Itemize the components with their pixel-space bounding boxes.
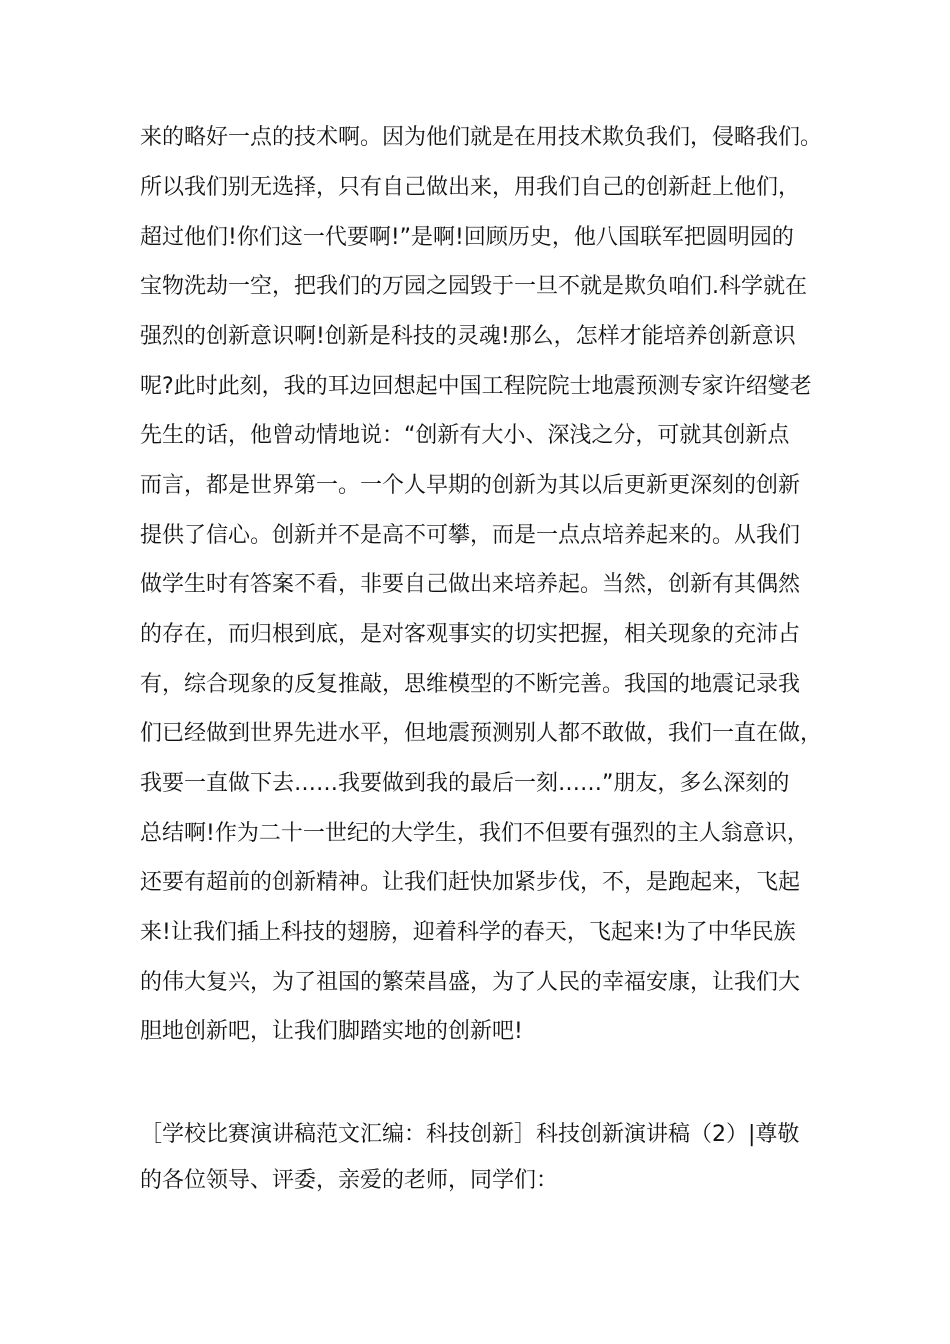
body-line: 超过他们!你们这一代要啊!”是啊!回顾历史，他八国联军把圆明园的 xyxy=(140,225,794,250)
body-line: 胆地创新吧，让我们脚踏实地的创新吧! xyxy=(140,1019,523,1044)
body-line: 呢?此时此刻，我的耳边回想起中国工程院院士地震预测专家许绍燮老 xyxy=(140,374,812,399)
body-line: 还要有超前的创新精神。让我们赶快加紧步伐，不，是跑起来，飞起 xyxy=(140,870,801,895)
body-line: 们已经做到世界先进水平，但地震预测别人都不敢做，我们一直在做， xyxy=(140,721,823,746)
body-line: 总结啊!作为二十一世纪的大学生，我们不但要有强烈的主人翁意识， xyxy=(140,821,809,846)
body-line: 先生的话，他曾动情地说：“创新有大小、深浅之分，可就其创新点 xyxy=(140,423,790,448)
body-line: 所以我们别无选择，只有自己做出来，用我们自己的创新赶上他们， xyxy=(140,175,801,200)
body-line: 而言，都是世界第一。一个人早期的创新为其以后更新更深刻的创新 xyxy=(140,473,801,498)
body-line: 强烈的创新意识啊!创新是科技的灵魂!那么，怎样才能培养创新意识 xyxy=(140,324,796,349)
body-line: 做学生时有答案不看，非要自己做出来培养起。当然，创新有其偶然 xyxy=(140,572,801,597)
body-line: 提供了信心。创新并不是高不可攀，而是一点点培养起来的。从我们 xyxy=(140,523,801,548)
section-heading-line: ［学校比赛演讲稿范文汇编：科技创新］科技创新演讲稿（2）|尊敬 xyxy=(140,1122,800,1147)
section-heading-line: 的各位领导、评委，亲爱的老师，同学们： xyxy=(140,1168,559,1193)
body-line: 宝物洗劫一空，把我们的万园之园毁于一旦不就是欺负咱们.科学就在 xyxy=(140,274,807,299)
body-line: 我要一直做下去……我要做到我的最后一刻……”朋友，多么深刻的 xyxy=(140,771,790,796)
body-line: 的存在，而归根到底，是对客观事实的切实把握，相关现象的充沛占 xyxy=(140,622,801,647)
body-line: 来的略好一点的技术啊。因为他们就是在用技术欺负我们，侵略我们。 xyxy=(140,125,823,150)
body-line: 有，综合现象的反复推敲，思维模型的不断完善。我国的地震记录我 xyxy=(140,672,801,697)
body-line: 的伟大复兴，为了祖国的繁荣昌盛，为了人民的幸福安康，让我们大 xyxy=(140,970,801,995)
body-line: 来!让我们插上科技的翅膀，迎着科学的春天，飞起来!为了中华民族 xyxy=(140,920,796,945)
